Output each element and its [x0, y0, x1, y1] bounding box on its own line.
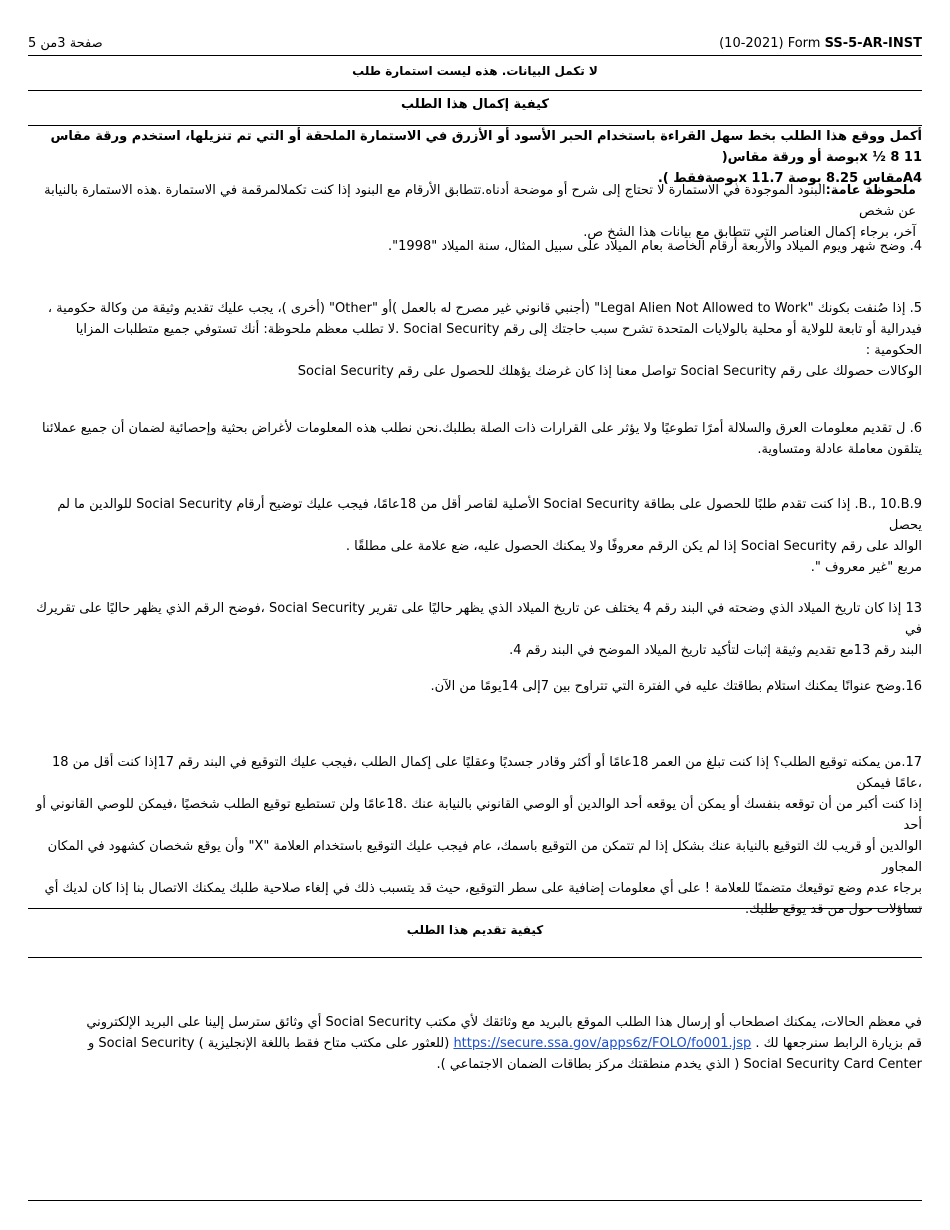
form-code: SS-5-AR-INST	[824, 36, 922, 51]
item-17-line: 17.من يمكنه توقيع الطلب؟ إذا كنت تبلغ من العمر 18عامًا أو أكثر وقادر جسديًا وعقليًا على إكمال الطلب ،فيجب عليك التوقيع في البند رقم 17إذا كنت أقل من 18 ،عامًا فيمكن	[52, 755, 922, 791]
item-6-line: 6. ل تقديم معلومات العرق والسلالة أمرًا تطوعيًا ولا يؤثر على القرارات ذات الصلة بطلبك.نحن نطلب هذه المعلومات لأغراض بحثية وإحصائية لضمان أن جميع عملائنا	[42, 421, 922, 436]
item-13	[28, 598, 922, 661]
item-6-line: يتلقون معاملة عادلة ومتساوية.	[757, 442, 922, 457]
item-17-line: برجاء عدم وضع توقيعك متضمنًا للعلامة ! على أي معلومات إضافية على سطر التوقيع، حيث قد يتسبب ذلك في إلغاء صلاحية طلبك يمكنك الاتصال بنا إذا كان لديك أي	[44, 881, 922, 896]
divider	[28, 957, 922, 958]
section-title-complete: كيفية إكمال هذا الطلب	[401, 97, 549, 112]
submit-line: في معظم الحالات، يمكنك اصطحاب أو إرسال هذا الطلب الموقع بالبريد مع وثائقك لأي مكتب Social Security أي وثائق سترسل إلينا على البريد الإلكتروني	[86, 1015, 922, 1030]
form-label: (10-2021) Form	[719, 36, 821, 51]
item-5	[28, 298, 922, 382]
item-13-line: 13 إذا كان تاريخ الميلاد الذي وضحته في البند رقم 4 يختلف عن تاريخ الميلاد الذي يظهر حاليًا على تقرير Social Security ،فوضح الرقم الذي يظهر حاليًا على تقريرك في	[36, 601, 922, 637]
item-17-line: الوالدين أو قريب لك التوقيع بالنيابة عنك بشكل إذا لم تتمكن من التوقيع باسمك، عام فيجب عليك التوقيع باستخدام العلامة "X" وأن يوقع شخصان كشهود في المكان المجاور	[47, 839, 922, 875]
submit-line-post: (للعثور على مكتب متاح فقط باللغة الإنجليزية ) Social Security و	[87, 1036, 450, 1051]
item-9b-line: 9.B., 10.B. إذا كنت تقدم طلبًا للحصول على بطاقة Social Security الأصلية لقاصر أقل من 18عامًا، فيجب عليك توضيح أرقام Social Security للوالدين ما لم يحصل	[57, 497, 922, 533]
divider	[28, 90, 922, 91]
item-5-line: 5. إذا صُنفت بكونك "Legal Alien Not Allowed to Work" (أجنبي قانوني غير مصرح له بالعمل )أو "Other" (أخرى )، يجب عليك تقديم وثيقة من وكالة حكومية ،	[47, 301, 922, 316]
page-number: صفحة 3من 5	[28, 36, 103, 51]
intro-line: أكمل ووقع هذا الطلب بخط سهل القراءة باستخدام الحبر الأسود أو الأزرق في الاستمارة الملحقة أو التي تم تنزيلها، استخدم ورقة مقاس 11 x ½ 8بوصة أو ورقة مقاس(	[50, 129, 922, 165]
submit-line	[28, 1033, 922, 1054]
general-note-text: البنود الموجودة في الاستمارة لا تحتاج إلى شرح أو موضحة أدناه.تتطابق الأرقام مع البنود إذا كنت تكملالمرقمة في الاستمارة .هذه الاستمارة بالنيابة عن شخص	[44, 183, 916, 219]
divider	[28, 908, 922, 909]
item-17-line: تساؤلات حول من قد يوقع طلبك.	[745, 902, 922, 917]
item-5-line: الوكالات حصولك على رقم Social Security تواصل معنا إذا كان غرضك يؤهلك للحصول على رقم Social Security	[297, 364, 922, 379]
item-13-line: البند رقم 13مع تقديم وثيقة إثبات لتأكيد تاريخ الميلاد الموضح في البند رقم 4.	[509, 643, 922, 658]
submit-paragraph	[28, 1012, 922, 1075]
general-note	[28, 180, 922, 243]
item-16: 16.وضح عنوانًا يمكنك استلام بطاقتك عليه في الفترة التي تتراوح بين 7إلى 14يومًا من الآن.	[430, 679, 922, 694]
notice-banner: لا تكمل البيانات. هذه ليست استمارة طلب	[352, 64, 598, 78]
general-note-line: آخر، برجاء إكمال العناصر التي تتطابق مع بيانات هذا الشخ ص.	[583, 225, 916, 240]
general-note-line	[28, 180, 916, 222]
item-6	[28, 418, 922, 460]
intro-line: A4مقاس 8.25 بوصة x 11.7بوصةفقط ).	[657, 171, 922, 186]
item-5-line: فيدرالية أو تابعة للولاية أو محلية بالولايات المتحدة تشرح سبب حاجتك إلى رقم Social Security .لا تطلب معظم ملحوظة: أنك تستوفي جميع متطلبات المزايا الحكومية :	[75, 322, 922, 358]
item-4: 4. وضح شهر ويوم الميلاد والأربعة أرقام الخاصة بعام الميلاد على سبيل المثال، سنة الميلاد "1998".	[388, 239, 922, 254]
item-9b-line: مربع "غير معروف ".	[810, 560, 922, 575]
general-note-label: ملحوظة عامة:	[825, 183, 916, 198]
submit-line-pre: قم بزيارة الرابط سنرجعها لك .	[755, 1036, 922, 1051]
section-title-submit: كيفية تقديم هذا الطلب	[406, 923, 544, 937]
form-id	[719, 36, 922, 51]
item-9b-line: الوالد على رقم Social Security إذا لم يكن الرقم معروفًا ولا يمكنك الحصول عليه، ضع علامة على مطلقًا .	[345, 539, 922, 554]
item-9b-10b	[28, 494, 922, 578]
item-17-line: إذا كنت أكبر من أن توقعه بنفسك أو يمكن أن يوقعه أحد الوالدين أو الوصي القانوني بالنيابة عنك .18عامًا ولن تستطيع توقيع الطلب شخصيًا ،فيمكن للوصي القانوني أو أحد	[36, 797, 922, 833]
item-17	[28, 752, 922, 920]
footer-rule	[28, 1200, 922, 1201]
ssa-office-locator-link[interactable]: https://secure.ssa.gov/apps6z/FOLO/fo001.jsp	[453, 1036, 752, 1051]
submit-line: Social Security Card Center ( الذي يخدم منطقتك مركز بطاقات الضمان الاجتماعي ).	[436, 1057, 922, 1072]
header-rule	[28, 55, 922, 56]
